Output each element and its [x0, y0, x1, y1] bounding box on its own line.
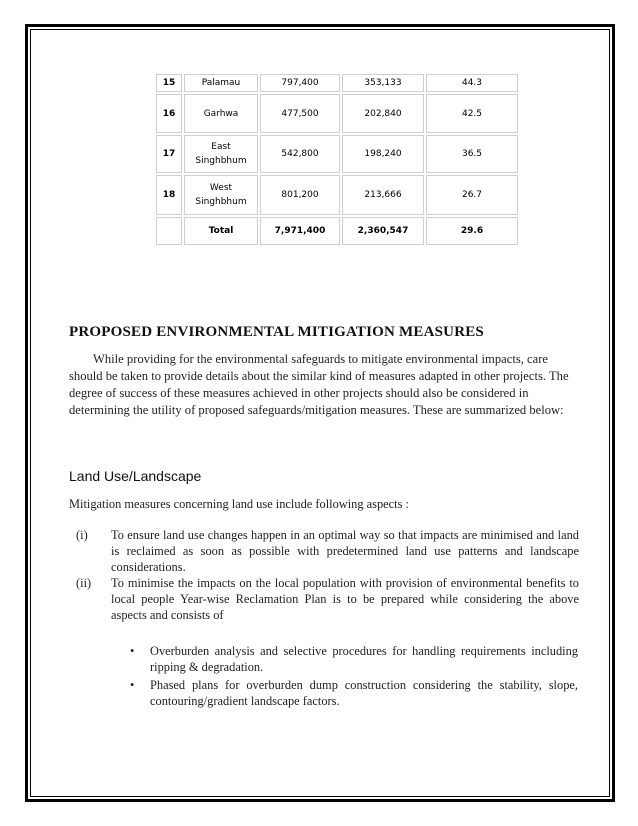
table-total-row	[156, 217, 518, 245]
total-value: 2,360,547	[342, 217, 424, 245]
list-item-text: To ensure land use changes happen in an optimal way so that impacts are minimised and land is reclaimed as soon as possible with predetermined land use patterns and landscape considerations.	[111, 528, 579, 574]
intro-text: Mitigation measures concerning land use include following aspects :	[69, 497, 409, 511]
table-row	[156, 175, 518, 215]
bullet-icon: •	[130, 644, 135, 658]
value-cell: 542,800	[260, 135, 340, 173]
value-cell: 213,666	[342, 175, 424, 215]
row-number: 16	[156, 94, 182, 133]
bullet-text: Phased plans for overburden dump construction considering the stability, slope, contouring/gradient landscape factors.	[150, 678, 578, 708]
bullet-item	[130, 677, 578, 709]
row-number: 17	[156, 135, 182, 173]
list-item	[69, 527, 579, 575]
row-number: 15	[156, 74, 182, 92]
district-cell: Palamau	[184, 74, 258, 92]
value-cell: 198,240	[342, 135, 424, 173]
value-cell: 801,200	[260, 175, 340, 215]
table-row	[156, 135, 518, 173]
section-paragraph: While providing for the environmental safeguards to mitigate environmental impacts, care should be taken to provide details about the similar kind of measures adapted in other projects. The degree of success of these measures achieved in other projects should also be considered in determining the utility of proposed safeguards/mitigation measures. These are summarized below:	[69, 352, 569, 417]
section-heading: PROPOSED ENVIRONMENTAL MITIGATION MEASURES	[69, 324, 484, 340]
list-item-text: To minimise the impacts on the local population with provision of environmental benefits to local people Year-wise Reclamation Plan is to be prepared while considering the above aspects and consists of	[111, 576, 579, 622]
table-row	[156, 94, 518, 133]
value-cell: 797,400	[260, 74, 340, 92]
row-number: 18	[156, 175, 182, 215]
empty-cell	[156, 217, 182, 245]
subsection-heading: Land Use/Landscape	[69, 468, 202, 484]
district-cell: West Singhbhum	[184, 175, 258, 215]
value-cell: 353,133	[342, 74, 424, 92]
list-item-label: (ii)	[76, 576, 92, 590]
bullet-text: Overburden analysis and selective procedures for handling requirements including ripping & degradation.	[150, 644, 578, 674]
value-cell: 202,840	[342, 94, 424, 133]
percent-cell: 44.3	[426, 74, 518, 92]
percent-cell: 36.5	[426, 135, 518, 173]
percent-cell: 26.7	[426, 175, 518, 215]
total-percent: 29.6	[426, 217, 518, 245]
district-cell: East Singhbhum	[184, 135, 258, 173]
total-value: 7,971,400	[260, 217, 340, 245]
table-row	[156, 74, 518, 92]
percent-cell: 42.5	[426, 94, 518, 133]
value-cell: 477,500	[260, 94, 340, 133]
total-label: Total	[184, 217, 258, 245]
list-item-label: (i)	[76, 528, 88, 542]
bullet-icon: •	[130, 678, 135, 692]
list-item	[69, 575, 579, 623]
district-data-table	[154, 72, 520, 247]
district-cell: Garhwa	[184, 94, 258, 133]
bullet-item	[130, 643, 578, 675]
